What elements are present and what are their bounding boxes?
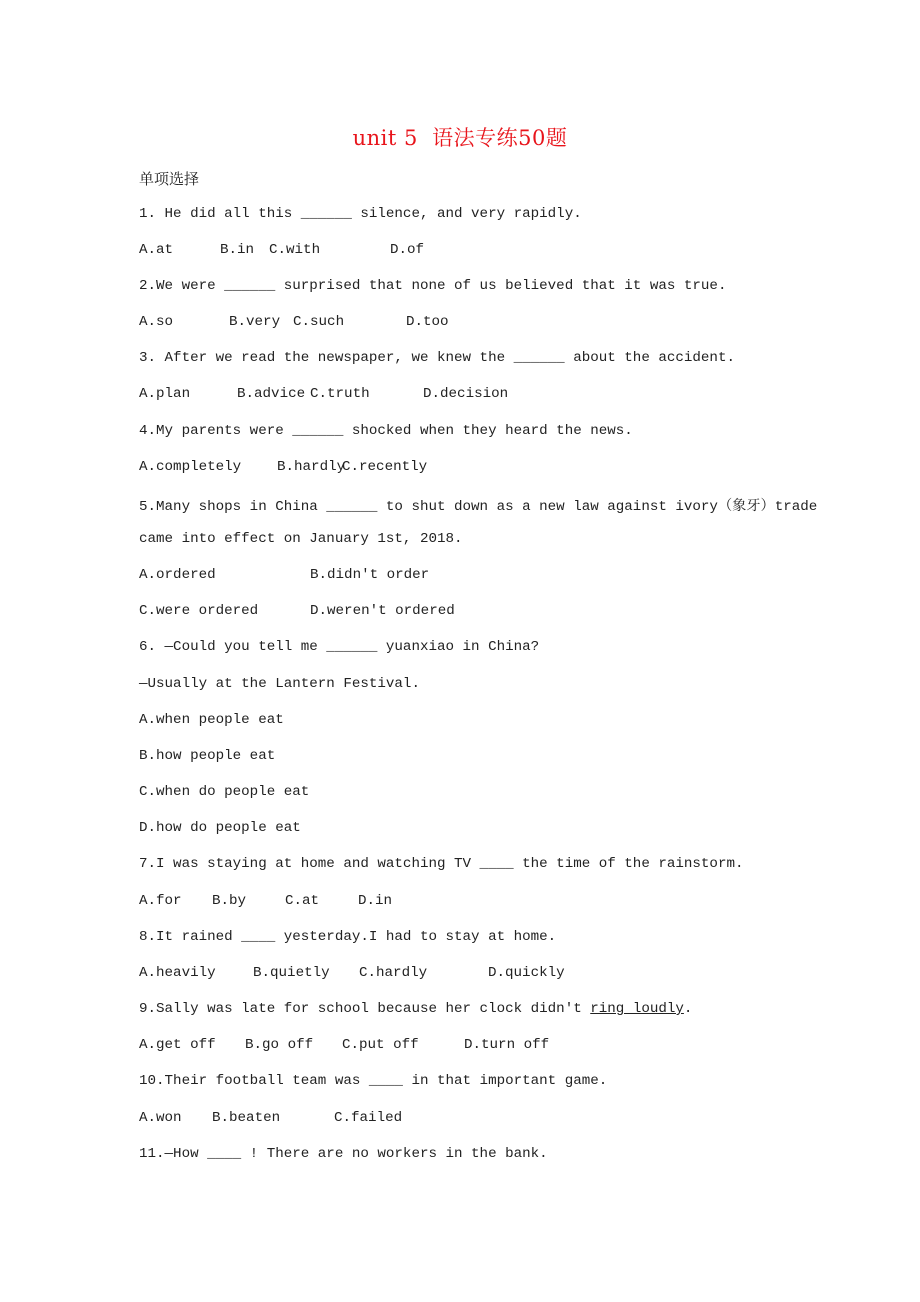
- question-5-option-d: D.weren't ordered: [310, 603, 455, 619]
- question-2-option-b: B.very: [229, 314, 281, 330]
- question-5-stem-continued: came into effect on January 1st, 2018.: [139, 531, 463, 547]
- question-9-option-b: B.go off: [245, 1037, 314, 1053]
- question-5-stem: 5.Many shops in China ______ to shut down as a new law against ivory（象牙）trade: [139, 499, 818, 515]
- question-4-option-b: B.hardly: [277, 459, 346, 475]
- question-6-option-a: A.when people eat: [139, 712, 284, 728]
- question-8-stem: 8.It rained ____ yesterday.I had to stay at home.: [139, 929, 557, 945]
- question-6-answer-line: —Usually at the Lantern Festival.: [139, 676, 420, 692]
- question-8-option-c: C.hardly: [359, 965, 428, 981]
- question-4-option-a: A.completely: [139, 459, 242, 475]
- question-3-option-c: C.truth: [310, 386, 370, 402]
- question-4-stem: 4.My parents were ______ shocked when they heard the news.: [139, 423, 633, 439]
- question-9-option-d: D.turn off: [464, 1037, 550, 1053]
- question-2-option-d: D.too: [406, 314, 449, 330]
- question-6-option-c: C.when do people eat: [139, 784, 310, 800]
- question-9-underlined-phrase: ring loudly: [590, 1001, 684, 1017]
- question-8-option-a: A.heavily: [139, 965, 216, 981]
- question-2-stem: 2.We were ______ surprised that none of us believed that it was true.: [139, 278, 727, 294]
- question-10-option-b: B.beaten: [212, 1110, 281, 1126]
- question-7-option-c: C.at: [285, 893, 320, 909]
- question-9-stem-end: .: [683, 1001, 693, 1017]
- question-1-option-b: B.in: [220, 242, 255, 258]
- question-8-option-d: D.quickly: [488, 965, 565, 981]
- question-6-option-b: B.how people eat: [139, 748, 276, 764]
- question-3-option-a: A.plan: [139, 386, 191, 402]
- question-2-option-a: A.so: [139, 314, 174, 330]
- section-heading: 单项选择: [139, 170, 200, 188]
- question-7-option-d: D.in: [358, 893, 393, 909]
- question-5-option-a: A.ordered: [139, 567, 216, 583]
- question-3-option-d: D.decision: [423, 386, 509, 402]
- question-7-option-b: B.by: [212, 893, 247, 909]
- question-4-option-c: C.recently: [342, 459, 428, 475]
- question-9-option-a: A.get off: [139, 1037, 216, 1053]
- question-1-option-d: D.of: [390, 242, 425, 258]
- question-3-stem: 3. After we read the newspaper, we knew the ______ about the accident.: [139, 350, 735, 366]
- question-9-stem-text: 9.Sally was late for school because her clock didn't: [139, 1001, 591, 1017]
- question-11-stem: 11.—How ____ ! There are no workers in the bank.: [139, 1146, 548, 1162]
- question-5-option-c: C.were ordered: [139, 603, 259, 619]
- document-title: unit 5 语法专练50题: [352, 126, 568, 150]
- question-9-option-c: C.put off: [342, 1037, 419, 1053]
- question-9-stem: [139, 1001, 692, 1017]
- question-6-option-d: D.how do people eat: [139, 820, 301, 836]
- question-5-option-b: B.didn't order: [310, 567, 430, 583]
- question-7-option-a: A.for: [139, 893, 182, 909]
- question-1-option-c: C.with: [269, 242, 321, 258]
- question-6-stem: 6. —Could you tell me ______ yuanxiao in China?: [139, 639, 540, 655]
- question-2-option-c: C.such: [293, 314, 345, 330]
- question-1-option-a: A.at: [139, 242, 174, 258]
- question-10-option-c: C.failed: [334, 1110, 403, 1126]
- question-7-stem: 7.I was staying at home and watching TV ____ the time of the rainstorm.: [139, 856, 744, 872]
- question-10-option-a: A.won: [139, 1110, 182, 1126]
- question-8-option-b: B.quietly: [253, 965, 330, 981]
- question-3-option-b: B.advice: [237, 386, 306, 402]
- question-1-stem: 1. He did all this ______ silence, and very rapidly.: [139, 206, 582, 222]
- question-10-stem: 10.Their football team was ____ in that important game.: [139, 1073, 608, 1089]
